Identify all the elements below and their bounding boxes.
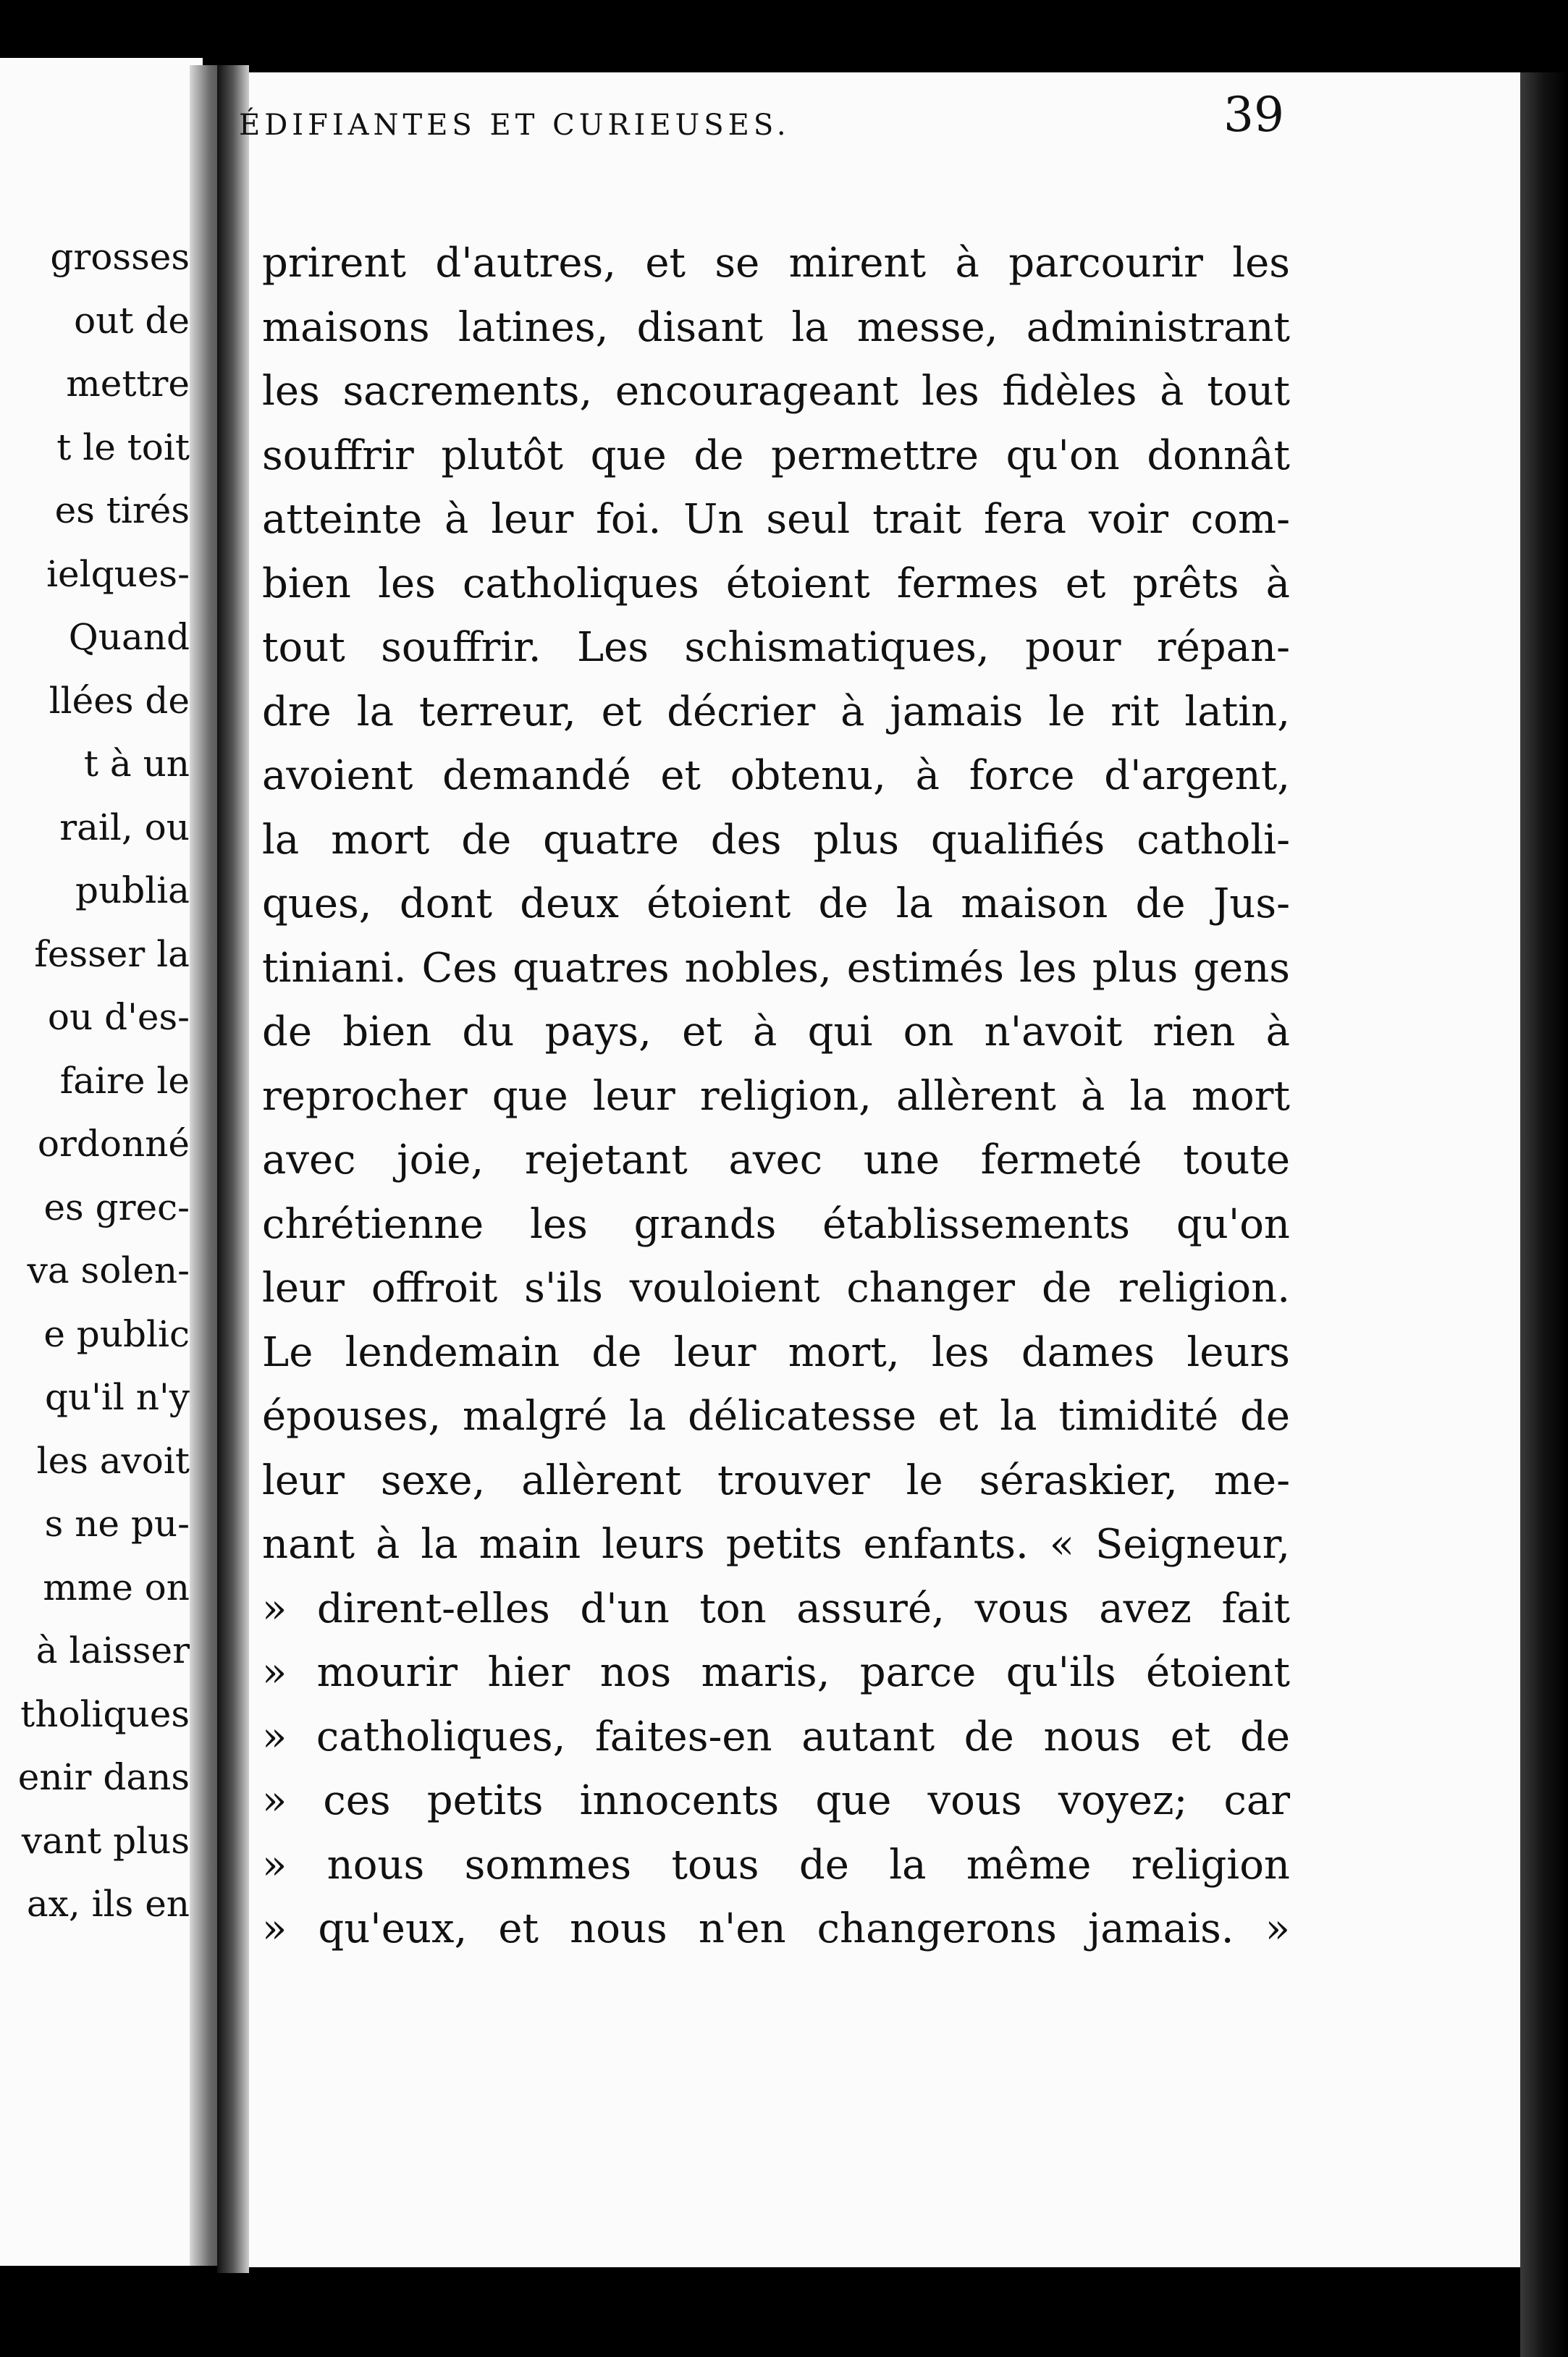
text-line: atteinte à leur foi. Un seul trait fera voir com- <box>262 496 1290 543</box>
left-line: ordonné <box>37 1123 190 1165</box>
text-line: » mourir hier nos maris, parce qu'ils étoient <box>262 1649 1290 1696</box>
left-line: mettre <box>66 363 190 405</box>
left-line: va solen- <box>27 1249 190 1291</box>
page-fold-shadow <box>217 65 249 2273</box>
text-line: » dirent-elles d'un ton assuré, vous avez fait <box>262 1585 1290 1632</box>
text-line: souffrir plutôt que de permettre qu'on donnât <box>262 431 1290 479</box>
page-edge <box>1520 72 1568 2357</box>
left-line: publia <box>75 869 190 911</box>
left-line: grosses <box>50 236 190 278</box>
text-line: » qu'eux, et nous n'en changerons jamais. » <box>262 1905 1290 1952</box>
text-line: prirent d'autres, et se mirent à parcourir les <box>262 240 1290 287</box>
text-line: dre la terreur, et décrier à jamais le rit latin, <box>262 688 1290 735</box>
text-line: leur sexe, allèrent trouver le séraskier, me- <box>262 1456 1290 1504</box>
left-line: s ne pu- <box>44 1503 190 1545</box>
left-line: les avoit <box>36 1439 190 1482</box>
left-line: mme on <box>43 1566 190 1608</box>
text-line: ques, dont deux étoient de la maison de Jus- <box>262 880 1290 927</box>
text-line: reprocher que leur religion, allèrent à la mort <box>262 1072 1290 1120</box>
text-line: la mort de quatre des plus qualifiés catholi- <box>262 816 1290 864</box>
text-line: de bien du pays, et à qui on n'avoit rien à <box>262 1008 1290 1055</box>
text-line: épouses, malgré la délicatesse et la timidité de <box>262 1393 1290 1440</box>
left-page-text <box>0 226 190 1936</box>
page-number: 39 <box>1223 87 1284 143</box>
text-line: maisons latines, disant la messe, administrant <box>262 303 1290 351</box>
left-line: tholiques <box>20 1692 190 1735</box>
left-line: t le toit <box>56 426 190 468</box>
left-line: faire le <box>59 1059 190 1102</box>
running-head: ÉDIFIANTES ET CURIEUSES. <box>239 109 791 142</box>
text-line: » ces petits innocents que vous voyez; car <box>262 1777 1290 1824</box>
left-line: es tirés <box>54 489 190 531</box>
left-line: ielques- <box>46 552 190 595</box>
body-text <box>262 232 1290 1962</box>
text-line: Le lendemain de leur mort, les dames leurs <box>262 1328 1290 1376</box>
text-line: » catholiques, faites-en autant de nous et de <box>262 1713 1290 1761</box>
left-line: ou d'es- <box>47 996 190 1038</box>
left-line: fesser la <box>34 932 190 975</box>
left-line: es grec- <box>43 1186 190 1228</box>
text-line: tout souffrir. Les schismatiques, pour répan- <box>262 624 1290 671</box>
left-line: ax, ils en <box>26 1883 190 1925</box>
text-line: » nous sommes tous de la même religion <box>262 1841 1290 1889</box>
left-line: qu'il n'y <box>44 1376 190 1418</box>
left-line: rail, ou <box>59 806 190 848</box>
left-page <box>0 58 203 2266</box>
left-line: t à un <box>83 743 190 785</box>
left-line: à laisser <box>35 1629 190 1671</box>
text-line: tiniani. Ces quatres nobles, estimés les plus gens <box>262 944 1290 992</box>
left-line: enir dans <box>17 1756 190 1798</box>
text-line: bien les catholiques étoient fermes et prêts à <box>262 560 1290 607</box>
text-line: avoient demandé et obtenu, à force d'argent, <box>262 752 1290 799</box>
text-line: nant à la main leurs petits enfants. « Seigneur, <box>262 1521 1290 1568</box>
left-line: vant plus <box>21 1819 190 1862</box>
text-line: les sacrements, encourageant les fidèles à tout <box>262 368 1290 415</box>
text-line: avec joie, rejetant avec une fermeté toute <box>262 1137 1290 1184</box>
left-line: Quand <box>68 616 190 658</box>
text-line: chrétienne les grands établissements qu'on <box>262 1200 1290 1248</box>
left-line: llées de <box>49 679 190 722</box>
left-line: e public <box>43 1312 190 1355</box>
left-line: out de <box>74 299 190 342</box>
text-line: leur offroit s'ils vouloient changer de religion. <box>262 1265 1290 1312</box>
